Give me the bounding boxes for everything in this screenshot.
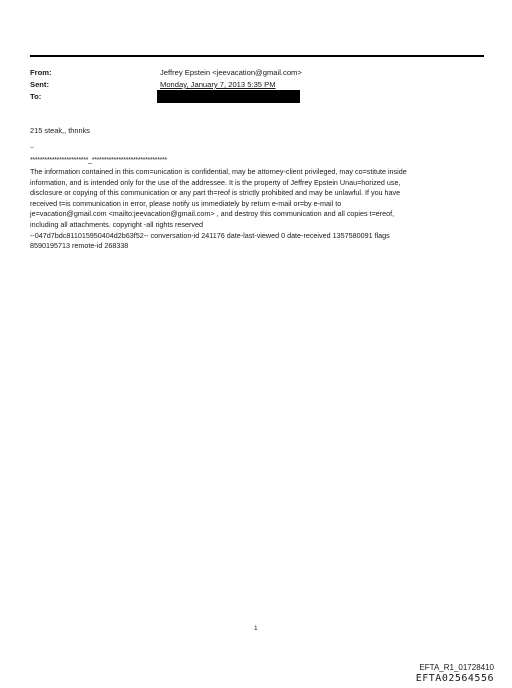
sent-value: Monday, January 7, 2013 5:35 PM	[160, 80, 276, 89]
disclaimer-line: disclosure or copying of this communication or any part th=reof is strictly prohibited and may be unlawful. If you have	[30, 188, 401, 198]
redaction-block	[157, 90, 300, 103]
from-label: From:	[30, 68, 52, 77]
disclaimer-line: 8590195713 remote-id 268338	[30, 241, 129, 251]
from-value: Jeffrey Epstein <jeevacation@gmail.com>	[160, 68, 302, 77]
sent-label: Sent:	[30, 80, 49, 89]
disclaimer-line: --047d7bdc811015950404d2b63f52-- conversation-id 241176 date-last-viewed 0 date-received 1357580091 flags	[30, 230, 390, 240]
disclaimer-line: je=vacation@gmail.com <mailto:jeevacation@gmail.com> , and destroy this communication and all copies t=ereof,	[30, 209, 395, 219]
header-rule	[30, 55, 484, 57]
disclaimer	[30, 167, 490, 252]
separator-dashes: --	[30, 145, 34, 151]
asterisk-divider: ************************_*******************************	[30, 157, 167, 164]
email-body: 215 steak,, thnnks	[30, 126, 90, 135]
disclaimer-line: The information contained in this com=unication is confidential, may be attorney-client privileged, may co=stitute inside	[30, 167, 407, 176]
to-label: To:	[30, 92, 42, 101]
footer-ref-2: EFTA02564556	[415, 673, 494, 684]
disclaimer-line: information, and is intended only for the use of the addressee. It is the property of Jeffrey Epstein Unau=horized use,	[30, 177, 401, 187]
disclaimer-line: received t=is communication in error, please notify us immediately by return e-mail or=by e-mail to	[30, 198, 342, 208]
page-number: 1	[254, 625, 258, 632]
footer-ref-1: EFTA_R1_01728410	[419, 663, 494, 672]
disclaimer-line: including all attachments. copyright -all rights reserved	[30, 219, 203, 229]
